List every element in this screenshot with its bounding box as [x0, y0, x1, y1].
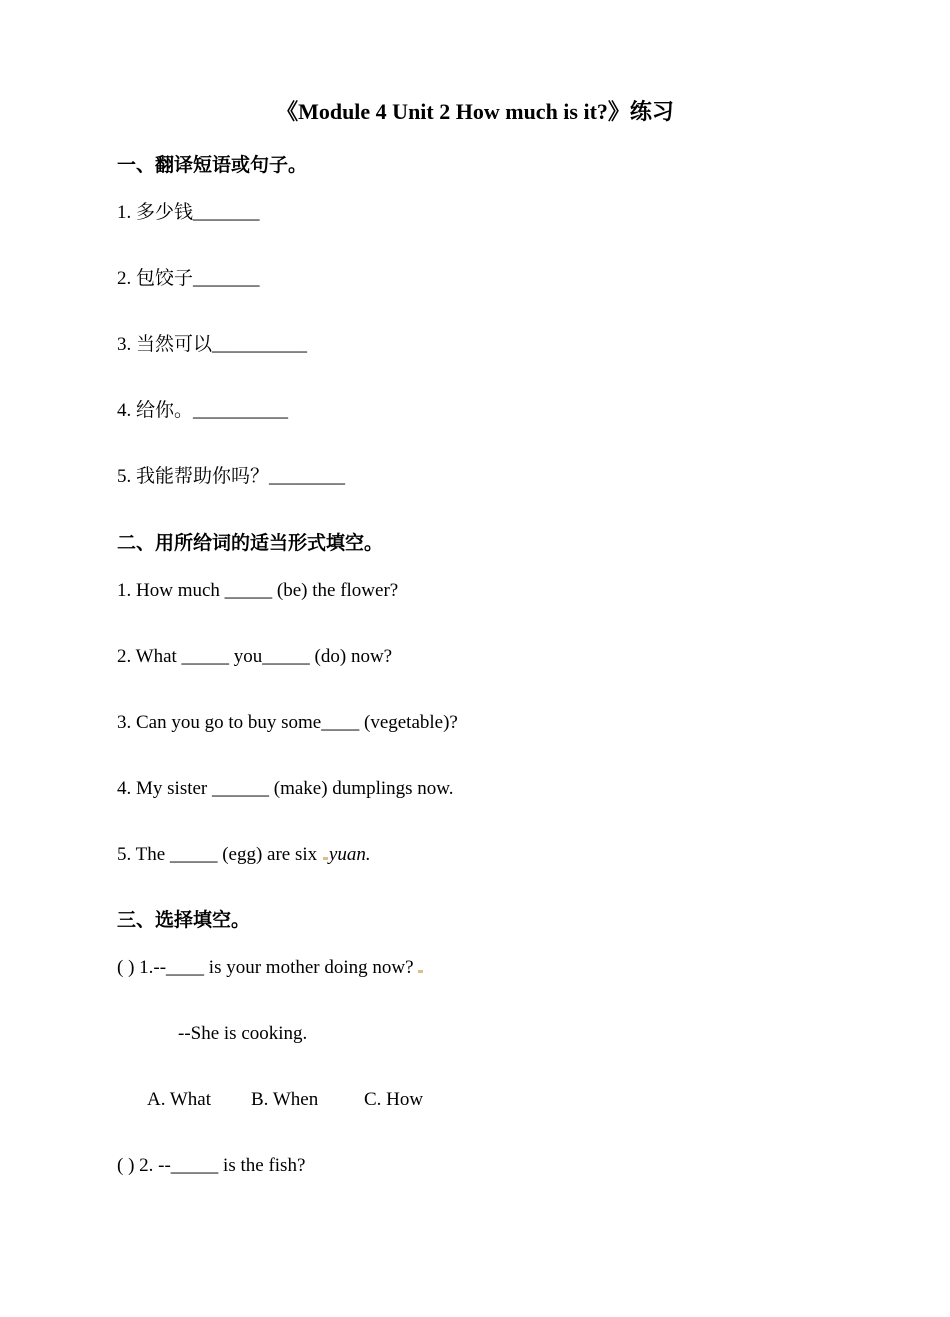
- section-2-heading: 二、用所给词的适当形式填空。: [117, 533, 384, 554]
- question-1-options: [147, 1086, 423, 1114]
- option-c: C. How: [364, 1089, 424, 1110]
- highlight-mark: [418, 970, 423, 973]
- section-2-item-5-text: 5. The _____ (egg) are six: [117, 844, 322, 865]
- section-3-question-1: [117, 954, 424, 982]
- option-b: B. When: [251, 1089, 319, 1110]
- section-2-item-5-unit: yuan.: [328, 844, 371, 865]
- section-1-item-4: 4. 给你。__________: [117, 400, 289, 421]
- question-1-stem: ( ) 1.--____ is your mother doing now?: [117, 957, 414, 978]
- question-1-answer-line: --She is cooking.: [178, 1023, 308, 1044]
- section-2-item-3: 3. Can you go to buy some____ (vegetable)?: [117, 712, 458, 733]
- section-2-item-4: 4. My sister ______ (make) dumplings now.: [117, 778, 454, 799]
- page-title: 《Module 4 Unit 2 How much is it?》练习: [276, 99, 674, 124]
- section-1-item-2: 2. 包饺子_______: [117, 268, 260, 289]
- section-2-item-5: [117, 841, 371, 869]
- section-3-question-2: ( ) 2. --_____ is the fish?: [117, 1155, 306, 1176]
- section-1-item-1: 1. 多少钱_______: [117, 202, 260, 223]
- section-2-item-1: 1. How much _____ (be) the flower?: [117, 580, 399, 601]
- section-1-item-3: 3. 当然可以__________: [117, 334, 308, 355]
- section-1-item-5: 5. 我能帮助你吗？________: [117, 466, 346, 487]
- section-2-item-2: 2. What _____ you_____ (do) now?: [117, 646, 393, 667]
- section-3-heading: 三、选择填空。: [117, 910, 251, 931]
- highlight-mark: [323, 857, 328, 860]
- option-a: A. What: [147, 1089, 212, 1110]
- section-1-heading: 一、翻译短语或句子。: [117, 155, 308, 176]
